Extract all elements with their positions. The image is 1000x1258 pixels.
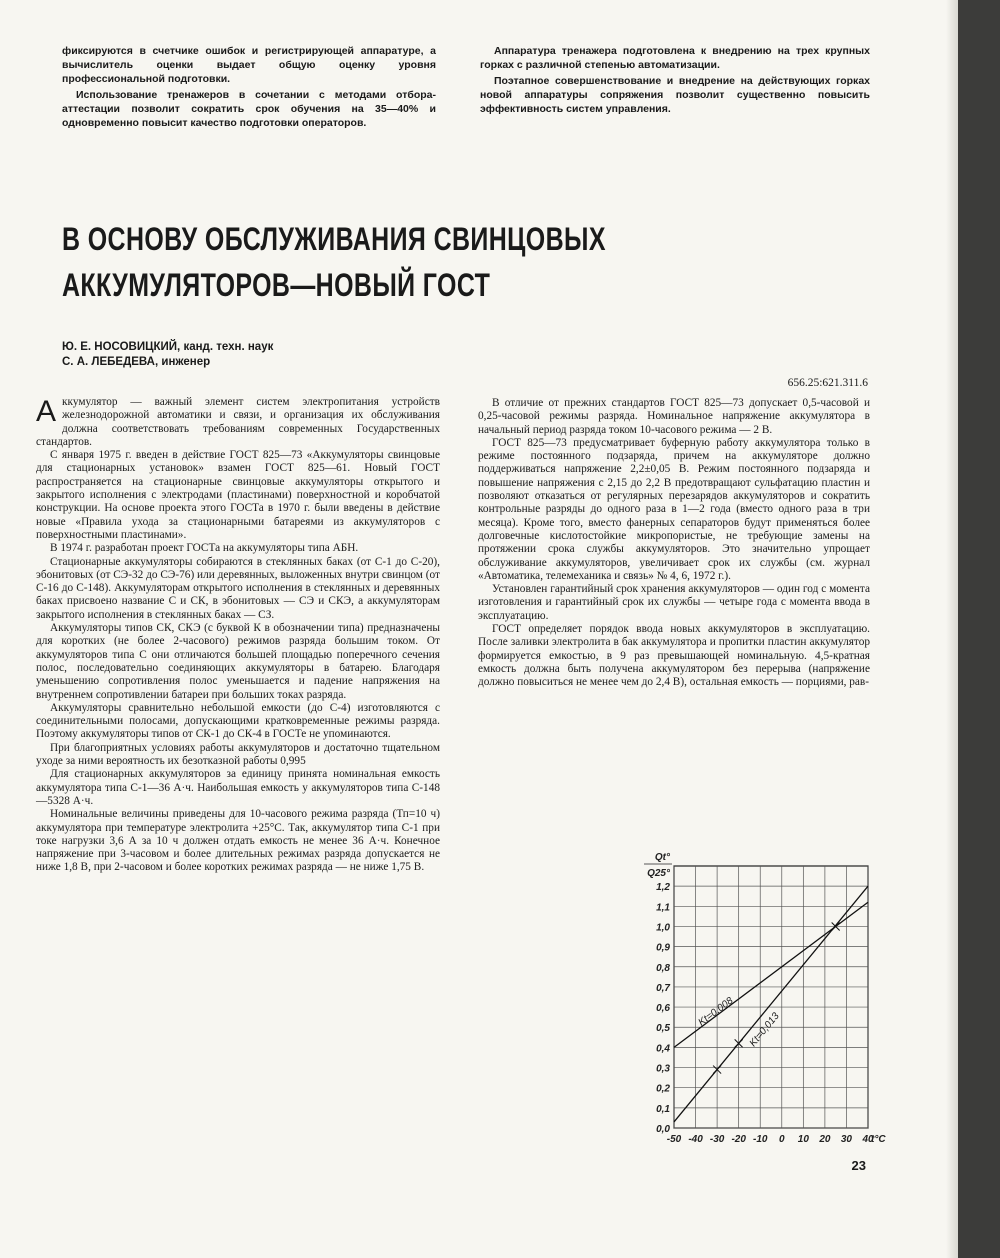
x-tick-label: 10 bbox=[797, 1134, 809, 1145]
y-tick-label: 0,3 bbox=[656, 1063, 670, 1075]
prev-article-summary-left bbox=[62, 44, 436, 132]
y-tick-label: 0,7 bbox=[656, 982, 670, 994]
article-paragraph: Аккумуляторы сравнительно небольшой емкости (до С-4) изготовляются с соединительными полосами, допускающими кратковременные режимы разряда. Поэтому аккумуляторы типов от СК-1 до СК-4 в ГОСТе не упоминаются. bbox=[36, 701, 440, 741]
x-tick-label: -50 bbox=[666, 1134, 682, 1145]
summary-paragraph: фиксируются в счетчике ошибок и регистрирующей аппаратуре, а вычислитель оценки выдает общую оценку уровня профессиональной подготовки. bbox=[62, 45, 436, 85]
y-tick-label: 0,9 bbox=[656, 942, 670, 954]
x-axis-label: t°C bbox=[871, 1134, 886, 1145]
article-title-line-1: В ОСНОВУ ОБСЛУЖИВАНИЯ СВИНЦОВЫХ bbox=[62, 221, 606, 257]
author-1-role: канд. техн. наук bbox=[183, 341, 274, 353]
author-1-name: Ю. Е. НОСОВИЦКИЙ, bbox=[62, 341, 181, 353]
x-tick-label: 20 bbox=[819, 1134, 831, 1145]
y-axis-label-numerator: Qt° bbox=[654, 852, 670, 863]
page-number: 23 bbox=[851, 1158, 866, 1173]
y-tick-label: 0,1 bbox=[656, 1103, 670, 1115]
summary-paragraph: Использование тренажеров в сочетании с методами отбора-аттестации позволит сократить срок обучения на 35—40% и одновременно повысит качество подготовки операторов. bbox=[62, 89, 436, 129]
article-paragraph: Для стационарных аккумуляторов за единицу принята номинальная емкость аккумулятора типа С-1—36 А·ч. Наибольшая емкость у аккумуляторов типа С-148—5328 А·ч. bbox=[36, 768, 440, 807]
article-title bbox=[62, 216, 608, 308]
article-paragraph: ГОСТ определяет порядок ввода новых аккумуляторов в эксплуатацию. После заливки электролита в бак аккумулятора и пропитки пластин аккумулятор формируется емкостью, в 9 раз превышающей номинальную. 4,5-кратная емкость должна быть получена аккумулятором без перерыва (напряжение должно повыситься не менее чем до 2,4 В), остальная емкость — порциями, рав- bbox=[478, 623, 870, 689]
article-paragraph: Номинальные величины приведены для 10-часового режима разряда (Тп=10 ч) аккумулятора при температуре электролита +25°С. Так, аккумулятор типа С-1 при токе нагрузки 3,6 А за 10 ч должен отдать емкость не менее 36 А·ч. Конечное напряжение при 3-часовом и более длительных режимах разряда допускается не ниже 1,8 В, при 2-часовом и более коротких режимах разряда — не ниже 1,75 В. bbox=[36, 808, 440, 874]
x-tick-label: -40 bbox=[688, 1134, 703, 1145]
y-tick-label: 1,2 bbox=[656, 882, 670, 894]
capacity-temperature-chart bbox=[624, 842, 886, 1160]
summary-paragraph: Аппаратура тренажера подготовлена к внедрению на трех крупных горках с различной степенью автоматизации. bbox=[480, 45, 870, 71]
x-tick-label: -10 bbox=[752, 1134, 768, 1145]
prev-article-summary-right bbox=[480, 44, 870, 118]
article-title-line-2: АККУМУЛЯТОРОВ—НОВЫЙ ГОСТ bbox=[62, 267, 491, 303]
y-tick-label: 1,0 bbox=[656, 922, 670, 934]
x-tick-label: -20 bbox=[731, 1134, 746, 1145]
article-paragraph: В отличие от прежних стандартов ГОСТ 825—73 допускает 0,5-часовой и 0,25-часовой режимы разряда. Номинальное напряжение аккумулятора в начальный период разряда током 10-часового режима — 2 В. bbox=[478, 397, 870, 436]
article-paragraph: С января 1975 г. введен в действие ГОСТ 825—73 «Аккумуляторы свинцовые для стационарных установок» взамен ГОСТ 825—61. Новый ГОСТ распространяется на стационарные свинцовые аккумуляторы открытого и закрытого исполнения с электродами (пластинами) поверхностной и коробчатой конструкции. На основе проекта этого ГОСТа в 1970 г. были введены в действие новые «Правила ухода за стационарными батареями из аккумуляторов с поверхностными пластинами». bbox=[36, 449, 440, 541]
series-label: Kt=0,008 bbox=[696, 995, 736, 1029]
y-tick-label: 0,8 bbox=[656, 962, 670, 974]
series-label: Kt=0,013 bbox=[747, 1010, 782, 1049]
article-paragraph: ГОСТ 825—73 предусматривает буферную работу аккумулятора только в режиме постоянного подзаряда, причем на аккумуляторе должно поддерживаться напряжение 2,2±0,05 В. Режим постоянного подзаряда и повышение напряжения с 2,15 до 2,2 В предотвращают сульфатацию пластин и позволяют отказаться от регулярных перезарядов аккумуляторов и сократить контрольные разряды до одного раза в 1—2 года (вместо одного раза в три месяца). Кроме того, вместо фанерных сепараторов будут применяться более долговечные кислотостойкие микропористые, не требующие замены на протяжении срока службы аккумуляторов. Это значительно упрощает обслуживание аккумуляторов, увеличивает срок их службы (см. журнал «Автоматика, телемеханика и связь» № 4, 6, 1972 г.). bbox=[478, 436, 870, 582]
article-authors bbox=[62, 340, 273, 370]
author-2-name: С. А. ЛЕБЕДЕВА, bbox=[62, 356, 159, 368]
author-2-role: инженер bbox=[161, 356, 211, 368]
y-tick-label: 0,6 bbox=[656, 1003, 670, 1015]
x-tick-label: 0 bbox=[778, 1134, 785, 1145]
author-1 bbox=[62, 340, 273, 355]
article-paragraph: При благоприятных условиях работы аккумуляторов и достаточно тщательном уходе за ними вероятность их безотказной работы 0,995 bbox=[36, 741, 440, 768]
x-tick-label: 40 bbox=[862, 1134, 874, 1145]
series-line bbox=[674, 886, 868, 1122]
y-axis-label-denominator: Q25° bbox=[647, 868, 670, 879]
author-2 bbox=[62, 355, 273, 370]
article-paragraph bbox=[36, 396, 440, 449]
scan-edge-strip bbox=[958, 0, 1000, 1258]
summary-paragraph: Поэтапное совершенствование и внедрение на действующих горках новой аппаратуры сопряжения позволит существенно повысить эффективность систем управления. bbox=[480, 75, 870, 115]
y-tick-label: 0,2 bbox=[656, 1083, 670, 1095]
article-paragraph: Стационарные аккумуляторы собираются в стеклянных баках (от С-1 до С-20), эбонитовых (от СЭ-32 до СЭ-76) или деревянных, выложенных внутри свинцом (от С-16 до С-148). Аккумуляторам открытого исполнения в стеклянных и деревянных баках присвоено название С и СК, в эбонитовых — СЭ и СКЭ, а аккумуляторам закрытого исполнения в стеклянных баках — СЗ. bbox=[36, 555, 440, 621]
chart-svg bbox=[624, 842, 886, 1160]
plot-frame bbox=[674, 866, 868, 1128]
scan-edge-shadow bbox=[946, 0, 958, 1258]
y-tick-label: 0,5 bbox=[656, 1023, 670, 1035]
x-tick-label: -30 bbox=[709, 1134, 725, 1145]
article-column-right bbox=[478, 397, 870, 690]
y-tick-label: 1,1 bbox=[656, 902, 670, 914]
article-paragraph-text: ккумулятор — важный элемент систем электропитания устройств железнодорожной автоматики и связи, и организация их обслуживания должна соответствовать требованиям современных Государственных стандартов. bbox=[36, 396, 440, 448]
x-tick-label: 30 bbox=[840, 1134, 853, 1145]
article-paragraph: В 1974 г. разработан проект ГОСТа на аккумуляторы типа АБН. bbox=[50, 542, 359, 555]
udc-code: 656.25:621.311.6 bbox=[787, 377, 868, 389]
drop-cap: А bbox=[36, 395, 57, 428]
article-paragraph: Аккумуляторы типов СК, СКЭ (с буквой К в обозначении типа) предназначены для коротких (не более 2-часового) режимов разряда большим током. От аккумуляторов типа С они отличаются большей площадью поперечного сечения полос, последовательно соединяющих аккумуляторы в батарею. Благодаря уменьшению сопротивления полос уменьшается и падение напряжения на внутреннем сопротивлении батареи при больших токах разряда. bbox=[36, 622, 440, 701]
article-column-left bbox=[36, 396, 440, 875]
y-tick-label: 0,0 bbox=[656, 1124, 670, 1135]
y-tick-label: 0,4 bbox=[656, 1043, 670, 1055]
article-paragraph: Установлен гарантийный срок хранения аккумуляторов — один год с момента изготовления и гарантийный срок их службы — четыре года с момента ввода в эксплуатацию. bbox=[478, 583, 870, 622]
